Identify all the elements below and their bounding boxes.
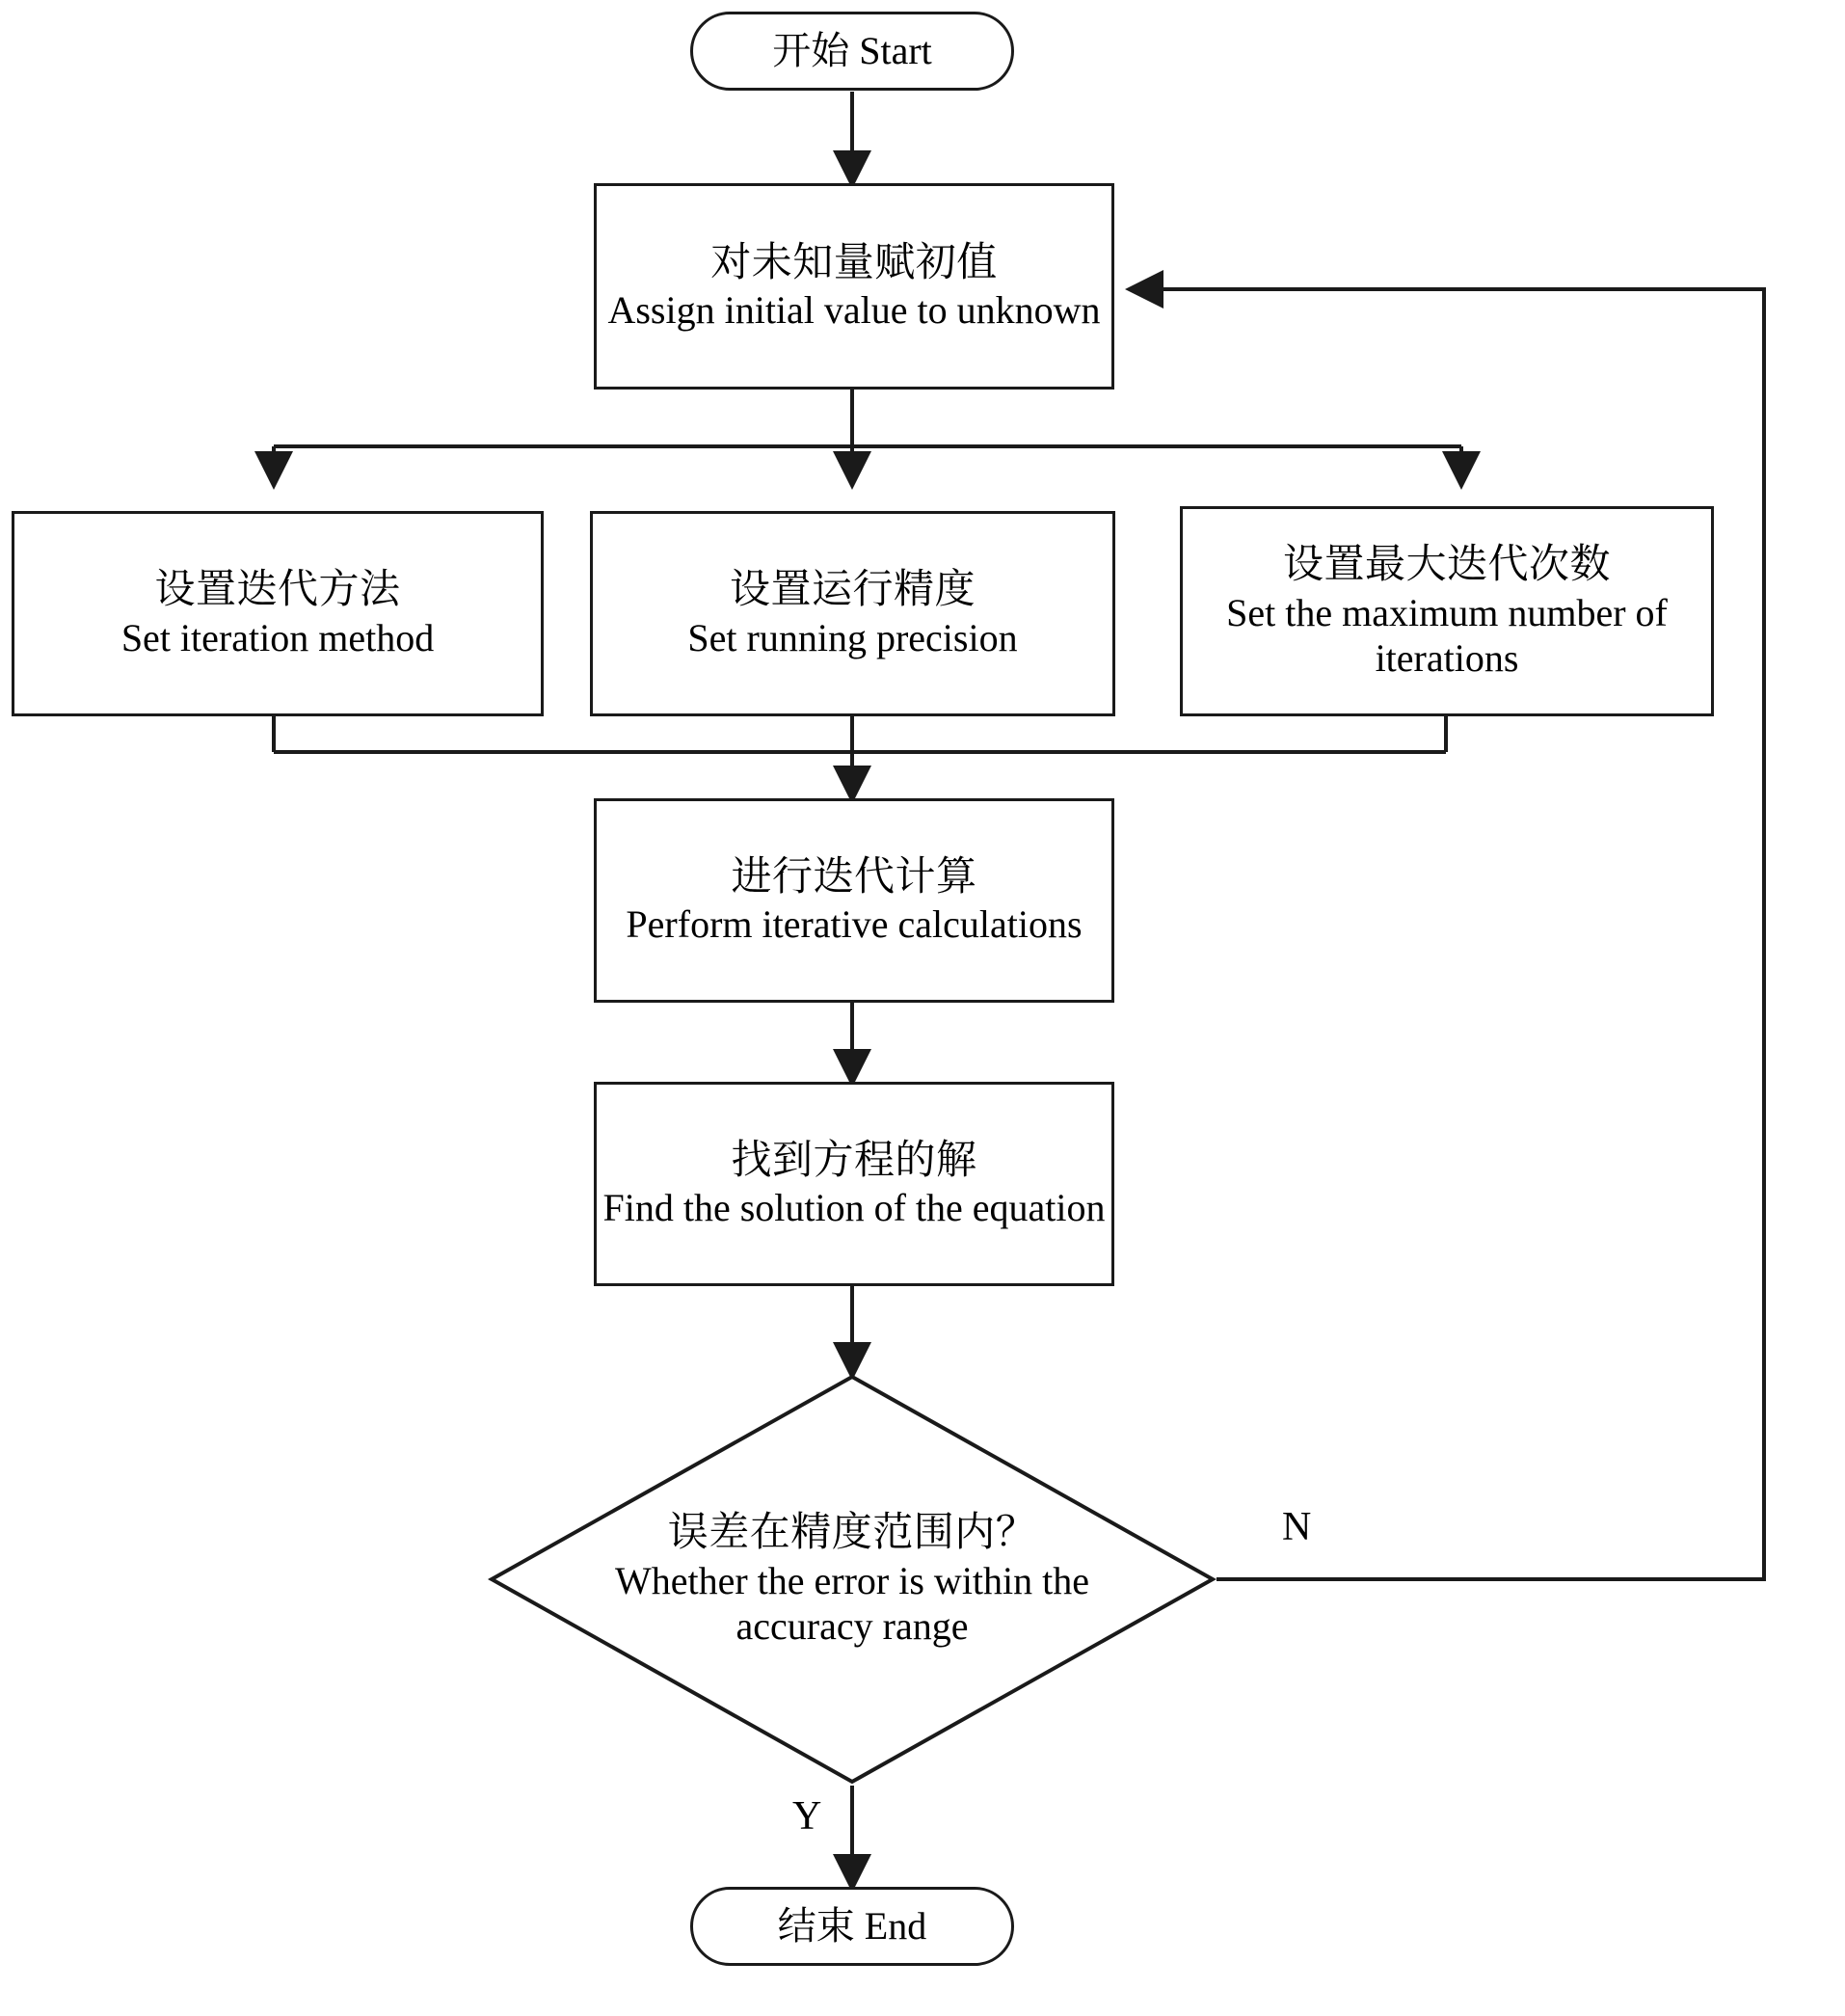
node-perform-iterative <box>594 798 1114 1003</box>
node-set-iteration-method <box>12 511 544 716</box>
node-assign-initial-label-cn: 对未知量赋初值 <box>710 240 998 285</box>
node-perform-iterative-label-cn: 进行迭代计算 <box>731 854 977 900</box>
node-assign-initial <box>594 183 1114 390</box>
node-start <box>690 12 1014 91</box>
node-error-check <box>488 1373 1217 1786</box>
node-assign-initial-label-en: Assign initial value to unknown <box>607 288 1101 333</box>
node-error-check-label-cn: 误差在精度范围内？ <box>667 1511 1037 1556</box>
edge-label-no: N <box>1282 1505 1312 1549</box>
node-set-max-iterations-label-cn: 设置最大迭代次数 <box>1282 543 1611 588</box>
node-set-iteration-method-label-cn: 设置迭代方法 <box>154 568 401 613</box>
node-perform-iterative-label-en: Perform iterative calculations <box>626 902 1083 947</box>
node-set-running-precision-label-en: Set running precision <box>687 615 1018 659</box>
node-set-running-precision <box>590 511 1115 716</box>
node-set-running-precision-label-cn: 设置运行精度 <box>729 568 976 613</box>
node-find-solution-label-cn: 找到方程的解 <box>731 1138 977 1183</box>
node-start-label: 开始 Start <box>772 29 932 73</box>
node-set-max-iterations-label-en: Set the maximum number of iterations <box>1226 590 1668 680</box>
edge-label-yes: Y <box>792 1794 822 1839</box>
node-set-iteration-method-label-en: Set iteration method <box>120 615 435 659</box>
node-find-solution-label-en: Find the solution of the equation <box>602 1186 1106 1230</box>
node-end-label: 结束 End <box>777 1904 927 1949</box>
node-end <box>690 1887 1014 1966</box>
node-find-solution <box>594 1082 1114 1286</box>
edge-no-feedback <box>1133 289 1764 1579</box>
node-error-check-label-en: Whether the error is within the accuracy range <box>614 1558 1090 1648</box>
node-set-max-iterations <box>1180 506 1714 716</box>
